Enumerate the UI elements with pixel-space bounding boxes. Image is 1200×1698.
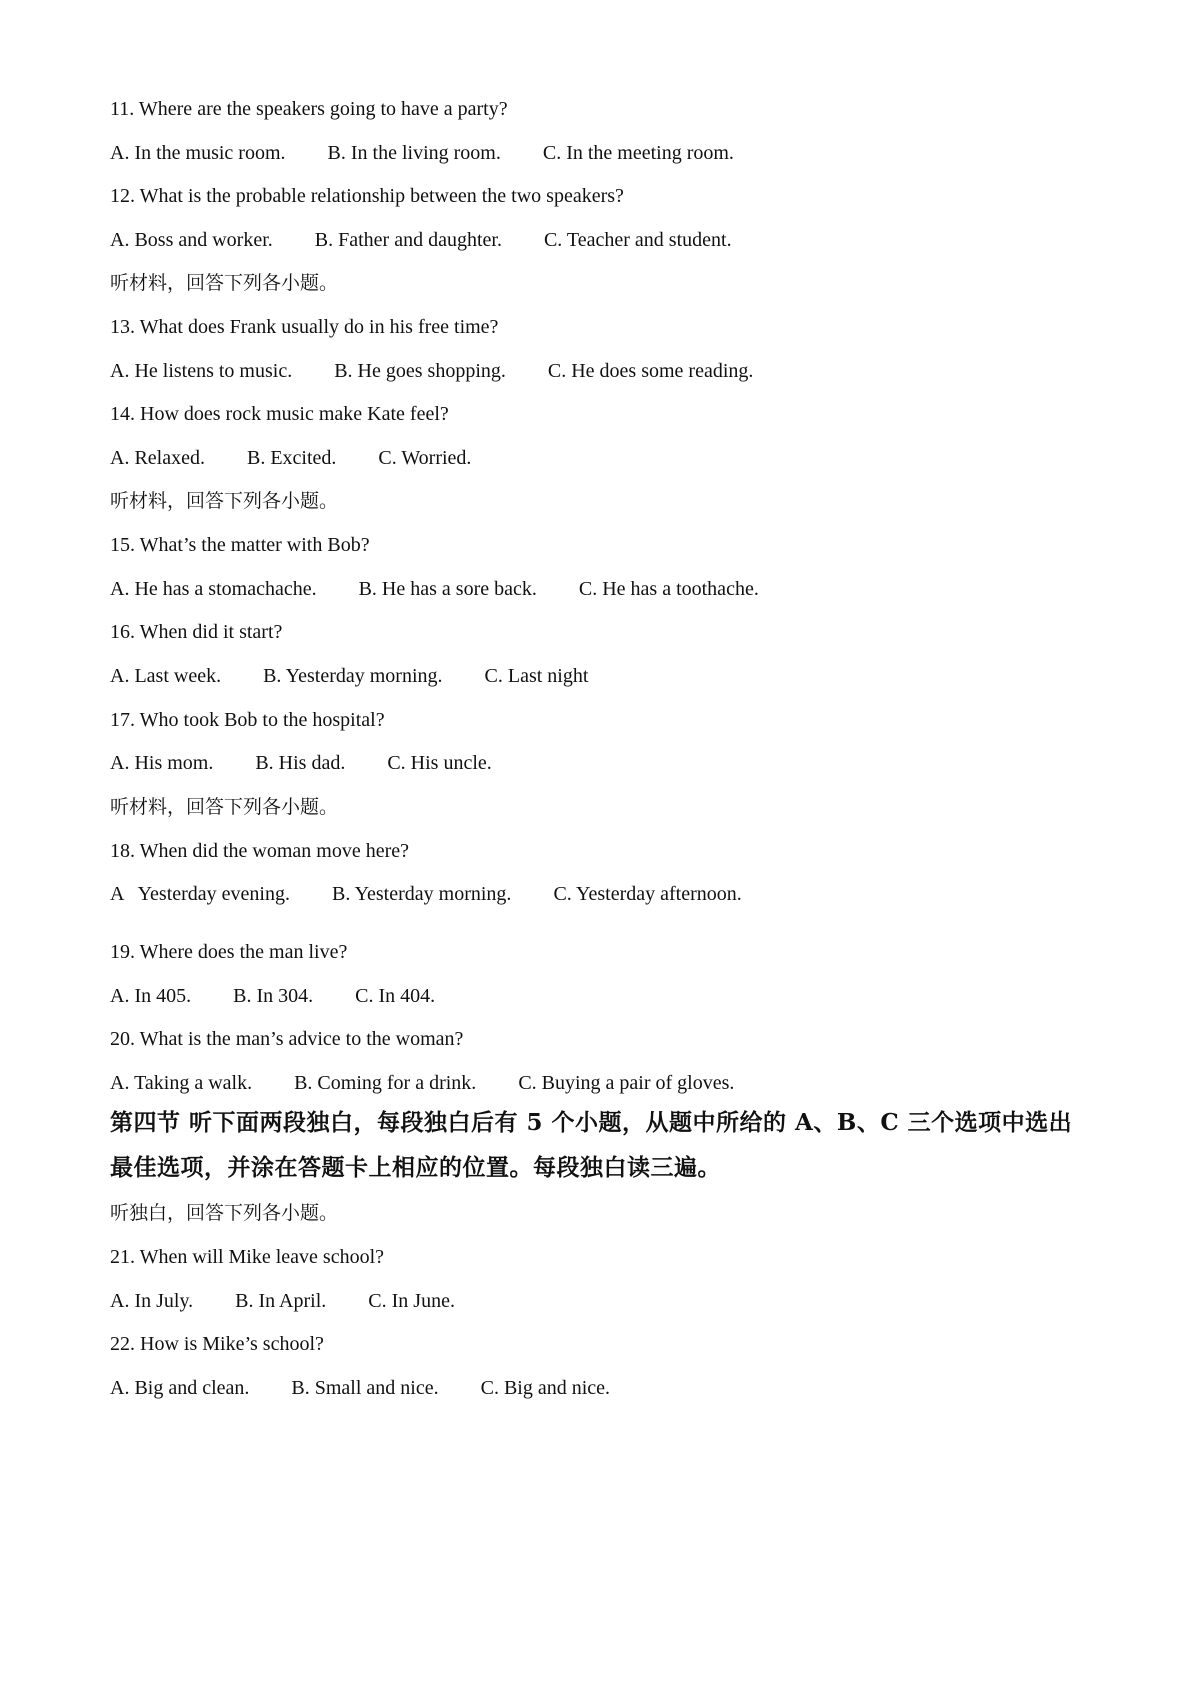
question-text: 12. What is the probable relationship between the two speakers? bbox=[110, 185, 624, 207]
answer-options bbox=[110, 881, 742, 907]
section-heading-line: 第四节 听下面两段独白，每段独白后有 5 个小题，从题中所给的 A、B、C 三个选项中选出 bbox=[110, 1109, 1073, 1136]
answer-option: C. His uncle. bbox=[387, 752, 492, 774]
answer-option: B. Small and nice. bbox=[291, 1377, 439, 1399]
answer-option: C. In 404. bbox=[355, 985, 436, 1007]
listening-instruction: 听材料，回答下列各小题。 bbox=[110, 490, 339, 512]
answer-option: A. Relaxed. bbox=[110, 447, 205, 469]
answer-option: C. Yesterday afternoon. bbox=[553, 883, 742, 905]
question-text: 15. What’s the matter with Bob? bbox=[110, 534, 370, 556]
question-text: 19. Where does the man live? bbox=[110, 941, 348, 963]
answer-options bbox=[110, 227, 732, 253]
answer-option: A. In the music room. bbox=[110, 142, 286, 164]
answer-option: C. Last night bbox=[484, 665, 589, 687]
question-text: 11. Where are the speakers going to have a party? bbox=[110, 98, 508, 120]
answer-option: A. Last week. bbox=[110, 665, 222, 687]
answer-option: B. Father and daughter. bbox=[314, 229, 502, 251]
answer-option: A. In 405. bbox=[110, 985, 192, 1007]
answer-option: A. He has a stomachache. bbox=[110, 578, 317, 600]
answer-option: A. Taking a walk. bbox=[110, 1072, 253, 1094]
answer-options bbox=[110, 1070, 734, 1096]
answer-option: A Yesterday evening. bbox=[110, 883, 290, 905]
answer-option: C. In June. bbox=[368, 1290, 455, 1312]
answer-option: B. His dad. bbox=[255, 752, 346, 774]
listening-instruction: 听独白，回答下列各小题。 bbox=[110, 1202, 339, 1224]
answer-options bbox=[110, 663, 588, 689]
answer-options bbox=[110, 576, 759, 602]
answer-option: C. Teacher and student. bbox=[543, 229, 732, 251]
question-text: 14. How does rock music make Kate feel? bbox=[110, 403, 449, 425]
answer-option: B. He has a sore back. bbox=[358, 578, 537, 600]
answer-options bbox=[110, 445, 471, 471]
question-text: 13. What does Frank usually do in his free time? bbox=[110, 316, 499, 338]
listening-instruction: 听材料，回答下列各小题。 bbox=[110, 272, 339, 294]
answer-option: B. In April. bbox=[235, 1290, 327, 1312]
answer-option: A. His mom. bbox=[110, 752, 214, 774]
question-text: 17. Who took Bob to the hospital? bbox=[110, 709, 385, 731]
answer-option: C. He does some reading. bbox=[547, 360, 754, 382]
answer-options bbox=[110, 1288, 455, 1314]
answer-option: A. Boss and worker. bbox=[110, 229, 273, 251]
answer-options bbox=[110, 358, 753, 384]
answer-option: B. Yesterday morning. bbox=[331, 883, 512, 905]
section-heading-line: 最佳选项，并涂在答题卡上相应的位置。每段独白读三遍。 bbox=[110, 1154, 721, 1181]
answer-option: C. He has a toothache. bbox=[578, 578, 759, 600]
question-text: 18. When did the woman move here? bbox=[110, 840, 409, 862]
answer-option: B. Yesterday morning. bbox=[263, 665, 443, 687]
answer-option: C. Worried. bbox=[378, 447, 472, 469]
answer-option: C. Big and nice. bbox=[480, 1377, 611, 1399]
question-text: 16. When did it start? bbox=[110, 621, 283, 643]
answer-options bbox=[110, 983, 435, 1009]
answer-options bbox=[110, 140, 734, 166]
answer-option: B. Excited. bbox=[246, 447, 337, 469]
answer-option: C. In the meeting room. bbox=[542, 142, 734, 164]
answer-option: B. In the living room. bbox=[327, 142, 501, 164]
question-text: 22. How is Mike’s school? bbox=[110, 1333, 324, 1355]
listening-instruction: 听材料，回答下列各小题。 bbox=[110, 796, 339, 818]
question-text: 21. When will Mike leave school? bbox=[110, 1246, 385, 1268]
question-text: 20. What is the man’s advice to the woman? bbox=[110, 1028, 464, 1050]
answer-options bbox=[110, 1375, 610, 1401]
answer-option: B. He goes shopping. bbox=[334, 360, 506, 382]
answer-options bbox=[110, 750, 492, 776]
answer-option: B. In 304. bbox=[233, 985, 314, 1007]
answer-option: A. He listens to music. bbox=[110, 360, 293, 382]
section-heading bbox=[110, 1100, 1110, 1190]
answer-option: B. Coming for a drink. bbox=[294, 1072, 477, 1094]
answer-option: C. Buying a pair of gloves. bbox=[518, 1072, 735, 1094]
answer-option: A. Big and clean. bbox=[110, 1377, 250, 1399]
answer-option: A. In July. bbox=[110, 1290, 194, 1312]
